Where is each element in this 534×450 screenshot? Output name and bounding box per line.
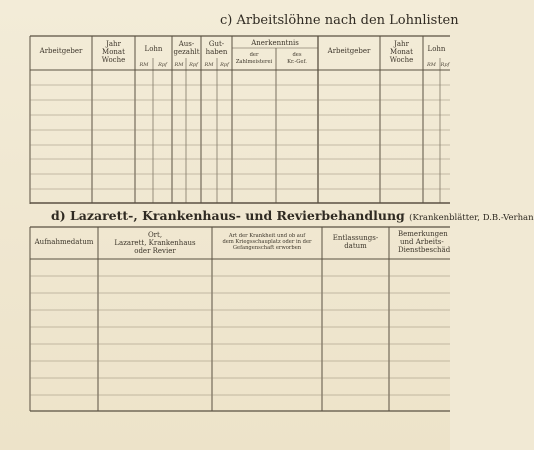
section-c-title: c) Arbeitslöhne nach den Lohnlisten [220, 13, 459, 28]
col-lohn-2: Lohn [427, 45, 446, 53]
col-zahlmeisterei: Zahlmeisterei [235, 59, 273, 65]
section-d-title [51, 208, 534, 223]
col-krankheit [212, 233, 322, 251]
col-jahr-monat-woche [92, 40, 135, 64]
col-der: der [249, 52, 259, 58]
col-ausgezahlt: Aus- gezahlt [173, 40, 200, 56]
col-ort-line1: Ort, [147, 231, 163, 239]
col-ort-line2: Lazarett, Krankenhaus [114, 239, 196, 247]
col-entlassung-line1: Entlassungs- [332, 234, 379, 242]
col-aufnahmedatum: Aufnahmedatum [34, 238, 94, 246]
col-jahr-2: Jahr [394, 40, 409, 48]
col-ort [98, 231, 212, 255]
col-des: des [292, 52, 302, 58]
unit-guthaben-rpf: Rpf [220, 62, 229, 68]
col-bemerkungen-line1: Bemerkungen [398, 230, 448, 238]
col-krankheit-line2: dem Kriegsschauplatz oder in der [222, 239, 312, 245]
section-d-title-text: d) Lazarett-, Krankenhaus- und Revierbehandlung [51, 208, 405, 223]
col-arbeitgeber-2: Arbeitgeber [327, 47, 371, 55]
col-kr-gef: Kr.-Gef. [287, 59, 307, 65]
col-jahr: Jahr [106, 40, 121, 48]
col-guthaben: Gut- haben [205, 40, 228, 56]
section-d-subtitle: (Krankenblätter, D.B.-Verhan [409, 213, 534, 223]
unit-lohn-2-rm: RM [427, 62, 436, 68]
col-entlassungsdatum [322, 234, 389, 250]
col-bemerkungen [392, 230, 450, 254]
unit-lohn-rm: RM [139, 62, 149, 68]
unit-lohn-rpf: Rpf [158, 62, 167, 68]
col-ort-line3: oder Revier [134, 247, 176, 255]
unit-ausgezahlt-rm: RM [174, 62, 184, 68]
col-jahr-monat-woche-2 [380, 40, 423, 64]
col-monat: Monat [102, 48, 125, 56]
col-woche: Woche [101, 56, 126, 64]
col-arbeitgeber: Arbeitgeber [39, 47, 83, 55]
col-lohn: Lohn [144, 45, 163, 53]
col-woche-2: Woche [389, 56, 414, 64]
col-krankheit-line1: Art der Krankheit und ob auf [228, 233, 306, 239]
col-krankheit-line3: Gefangenschaft erworben [232, 245, 302, 251]
col-entlassung-line2: datum [344, 242, 367, 250]
col-anerkenntnis: Anerkenntnis [251, 39, 299, 47]
unit-ausgezahlt-rpf: Rpf [189, 62, 198, 68]
col-monat-2: Monat [390, 48, 413, 56]
unit-guthaben-rm: RM [204, 62, 214, 68]
unit-lohn-2-rpf: Rpf [440, 62, 450, 68]
col-bemerkungen-line3: Dienstbeschäd [398, 246, 451, 254]
col-bemerkungen-line2: und Arbeits- [400, 238, 444, 246]
